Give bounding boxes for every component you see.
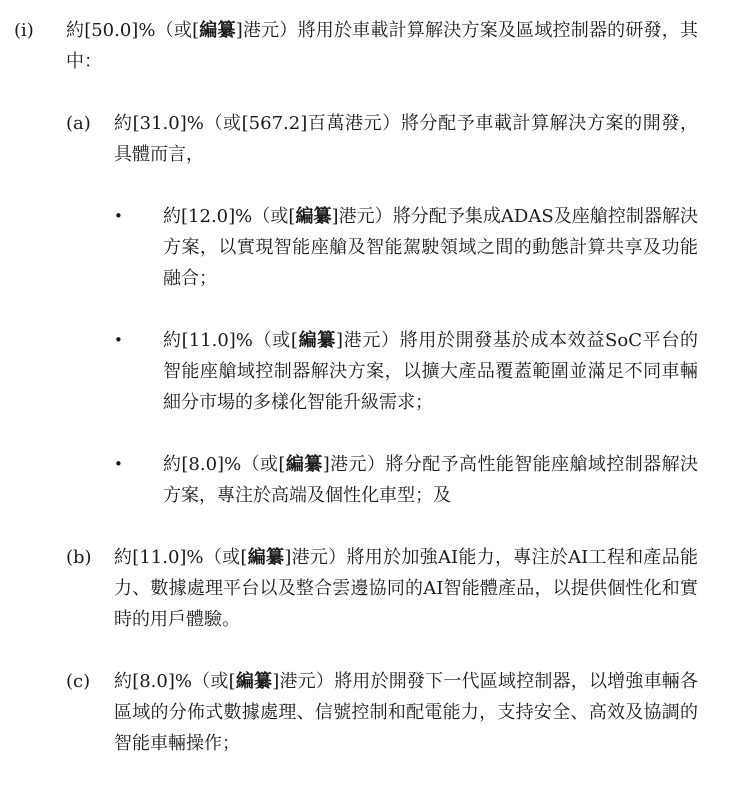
- redacted-placeholder: 編纂: [285, 454, 323, 475]
- paragraph-b: [114, 542, 698, 635]
- paragraph-text: 約[12.0]%（或[編纂]港元）將分配予集成ADAS及座艙控制器解決方案，以實現智能座艙及智能駕駛領域之間的動態計算共享及功能融合；: [163, 206, 698, 289]
- item-marker-a: (a): [66, 113, 91, 134]
- paragraph-bullet-1: [163, 201, 698, 294]
- paragraph-a: [114, 108, 698, 170]
- paragraph-c: [114, 666, 698, 759]
- item-marker-i: (i): [14, 20, 34, 41]
- paragraph-text: 約[31.0]%（或[567.2]百萬港元）將分配予車載計算解決方案的開發，具體而言，: [114, 113, 698, 165]
- paragraph-text: 約[11.0]%（或[編纂]港元）將用於開發基於成本效益SoC平台的智能座艙域控制器解決方案，以擴大產品覆蓋範圍並滿足不同車輛細分市場的多樣化智能升級需求；: [163, 330, 698, 413]
- redacted-placeholder: 編纂: [199, 20, 236, 41]
- redacted-placeholder: 編纂: [297, 330, 336, 351]
- bullet-marker-1: •: [114, 207, 123, 225]
- redacted-placeholder: 編纂: [235, 671, 273, 692]
- item-marker-c: (c): [66, 671, 91, 692]
- bullet-marker-3: •: [114, 455, 123, 473]
- redacted-placeholder: 編纂: [295, 206, 332, 227]
- paragraph-bullet-3: [163, 449, 698, 511]
- paragraph-i: [66, 15, 698, 77]
- paragraph-text: 約[8.0]%（或[編纂]港元）將用於開發下一代區域控制器，以增強車輛各區域的分佈式數據處理、信號控制和配電能力，支持安全、高效及協調的智能車輛操作；: [114, 671, 699, 754]
- paragraph-text: 約[8.0]%（或[編纂]港元）將分配予高性能智能座艙域控制器解決方案，專注於高端及個性化車型；及: [163, 454, 698, 506]
- bullet-marker-2: •: [114, 331, 123, 349]
- paragraph-text: 約[11.0]%（或[編纂]港元）將用於加強AI能力，專注於AI工程和產品能力、數據處理平台以及整合雲邊協同的AI智能體產品，以提供個性化和實時的用戶體驗。: [114, 547, 698, 630]
- paragraph-text: 約[50.0]%（或[編纂]港元）將用於車載計算解決方案及區域控制器的研發，其中：: [66, 20, 699, 72]
- item-marker-b: (b): [66, 547, 92, 568]
- paragraph-bullet-2: [163, 325, 698, 418]
- redacted-placeholder: 編纂: [247, 547, 285, 568]
